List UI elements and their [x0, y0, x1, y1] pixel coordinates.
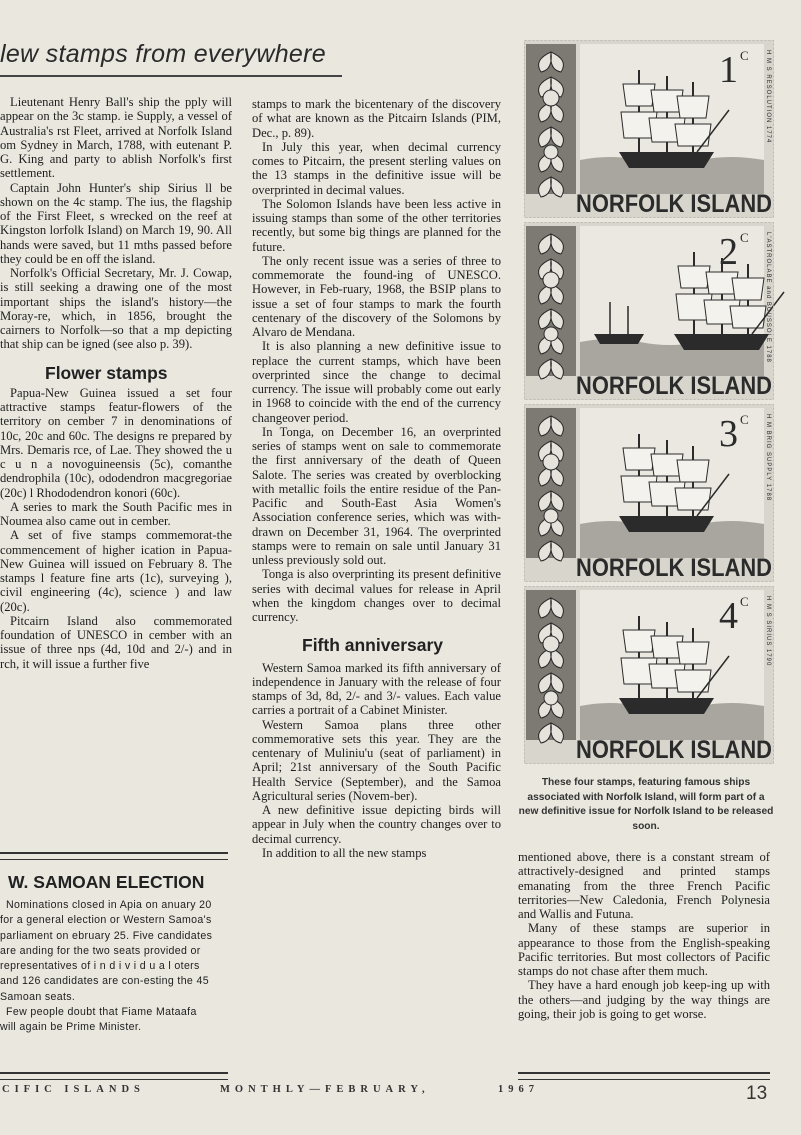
paragraph: A series to mark the South Pacific mes in Noumea also came out in cember.	[0, 499, 232, 528]
column-2	[252, 97, 501, 860]
page-number: 13	[746, 1083, 768, 1104]
paragraph: In Tonga, on December 16, an overprinted series of stamps went on sale to commemorate the first anniversary of the death of Queen Salote. The series was created by overblocking with metallic foils the entire residue of the Pan-Pacific and South-East Asia Women's Association conference series, which was with-drawn on December 31, 1964. The overprinted stamps were to remain on sale until January 31 unless previously sold out.	[252, 424, 501, 567]
paragraph: A set of five stamps commemorat-the commencement of higher ication in Papua-New Guinea will issued on February 8. The stamps l feature fine arts (1c), surveying ), civil engineering (4c), science ) and law (20c).	[0, 528, 232, 614]
paragraph: stamps to mark the bicentenary of the discovery of what are known as the Pitcairn Islands (PIM, Dec., p. 89).	[252, 97, 501, 140]
footer-rule-left	[0, 1072, 228, 1080]
stamp-artwork	[524, 40, 774, 218]
paragraph: Papua-New Guinea issued a set four attractive stamps featur-flowers of the territory on cember 7 in denominations of 10c, 20c and 60c. The designs re prepared by Mrs. Demaris rce, of Lae. They showed the u c u n a novoguineensis (5c), comanthe dendrophila (10c), ododendron macgregoriae (20c) l Rhododendron konori (60c).	[0, 385, 232, 500]
paragraph: Lieutenant Henry Ball's ship the pply will appear on the 3c stamp. ie Supply, a vessel of Australia's rst Fleet, arrived at Norfolk Island om Sydney in March, 1788, with eutenant P. G. King and party to ablish Norfolk's first settlement.	[0, 95, 232, 181]
stamps-caption: These four stamps, featuring famous ships associated with Norfolk Island, will form part of a new definitive issue for Norfolk Island to be released soon.	[518, 777, 774, 832]
flower-stamps-heading: Flower stamps	[45, 362, 168, 383]
paragraph: Captain John Hunter's ship Sirius ll be shown on the 4c stamp. The ius, the flagship of the First Fleet, s wrecked on the reef at Kingston lorfolk Island) on March 19, 90. All hands were saved, but 11 mths passed before they could be en off the island.	[0, 180, 232, 266]
paragraph: In addition to all the new stamps	[262, 845, 427, 860]
paragraph: Few people doubt that Fiame Mataafa will again be Prime Minister.	[0, 1006, 197, 1034]
stamp-value: 2	[719, 231, 738, 273]
ship-name-label: H M S SIRIUS 1790	[765, 596, 771, 667]
paragraph: Western Samoa plans three other commemorative sets this year. They are the centenary of Muliniu'u (seat of parliament) in April; 21st anniversary of the South Pacific Health Service (September), and the Samoa Agricultural series (Novem-ber).	[252, 717, 501, 803]
paragraph: Pitcairn Island also commemorated foundation of UNESCO in cember with an issue of three nps (4d, 10d and 2/-) and in rch, it will issue a further five	[0, 613, 232, 671]
box-top-rule	[0, 852, 228, 860]
article-title: lew stamps from everywhere	[0, 40, 326, 68]
stamp-value-unit: C	[740, 412, 749, 427]
title-rule	[0, 75, 342, 77]
ship-name-label: H M S RESOLUTION 1774	[765, 50, 771, 144]
paragraph: Many of these stamps are superior in appearance to those from the English-speaking Pacific territories. But most collectors of Pacific stamps do not chase after them much.	[518, 921, 770, 978]
stamp-country-name: NORFOLK ISLAND	[576, 372, 772, 400]
fifth-anniversary-heading: Fifth anniversary	[302, 635, 444, 656]
stamp-3c	[524, 404, 774, 582]
ornament-border	[526, 226, 576, 379]
samoa-election-heading: W. SAMOAN ELECTION	[8, 872, 205, 892]
column-3	[518, 850, 770, 1021]
stamp-artwork	[524, 404, 774, 582]
paragraph: Nominations closed in Apia on anuary 20 for a general election or Western Samoa's parliament on ebruary 25. Five candidates are anding for the two seats provided or representatives of i n d i v i d u a l oters and 126 candidates are con-esting the 45 Samoan seats.	[0, 899, 213, 1003]
ship-name-label: L'ASTROLABE and BOUSSOLE 1788	[765, 232, 771, 363]
stamp-value: 4	[719, 595, 738, 637]
footer-rule-right	[518, 1072, 770, 1080]
paragraph: Tonga is also overprinting its present definitive series with decimal values for release in April when the kingdom changes over to decimal currency.	[252, 567, 501, 624]
stamp-2c	[524, 222, 774, 400]
paragraph: mentioned above, there is a constant stream of attractively-designed and printed stamps emanating from the three French Pacific territories—New Caledonia, French Polynesia and Wallis and Futuna.	[518, 850, 770, 921]
footer-publication: CIFIC ISLANDS	[2, 1084, 145, 1095]
stamp-value-unit: C	[740, 48, 749, 63]
paragraph: The only recent issue was a series of three to commemorate the found-ing of UNESCO. However, in Feb-ruary, 1968, the BSIP plans to issue a set of four stamps to mark the fourth centenary of the discovery of the Solomons by Alvaro de Mendana.	[252, 253, 501, 339]
column-1	[0, 95, 232, 671]
stamp-country-name: NORFOLK ISLAND	[576, 554, 772, 582]
stamp-country-name: NORFOLK ISLAND	[576, 736, 772, 764]
paragraph: A new definitive issue depicting birds will appear in July when the country changes over to decimal currency.	[252, 803, 501, 846]
stamp-country-name: NORFOLK ISLAND	[576, 190, 772, 218]
footer-issue: MONTHLY—FEBRUARY,	[220, 1084, 430, 1095]
stamp-value-unit: C	[740, 230, 749, 245]
stamp-value: 1	[719, 49, 738, 91]
paragraph: It is also planning a new definitive issue to replace the current stamps, which have been overprinted since the change to decimal currency. The issue will probably come out early in 1968 to coincide with the end of the currency changeover period.	[252, 339, 501, 425]
paragraph: The Solomon Islands have been less active in issuing stamps than some of the other territories recently, but some big things are planned for the future.	[252, 196, 501, 254]
stamp-value-unit: C	[740, 594, 749, 609]
ornament-border	[526, 590, 576, 743]
samoa-election-box	[0, 898, 214, 1036]
ornament-border	[526, 408, 576, 561]
paragraph: They have a hard enough job keep-ing up with the others—and judging by the way things are going, their job is going to get worse.	[518, 978, 770, 1021]
stamp-4c	[524, 586, 774, 764]
stamp-artwork	[524, 586, 774, 764]
stamp-artwork	[524, 222, 774, 400]
ornament-border	[526, 44, 576, 197]
stamp-1c	[524, 40, 774, 218]
stamp-value: 3	[719, 413, 738, 455]
paragraph: Norfolk's Official Secretary, Mr. J. Cowap, is still seeking a drawing one of the most important ships the island's history—the Moray-re, which, in 1856, brought the cairners to Norfolk—so that a mp depicting that ship can be igned (see also p. 39).	[0, 266, 232, 352]
paragraph: In July this year, when decimal currency comes to Pitcairn, the present sterling values on the 13 stamps in the definitive issue will be overprinted in decimal values.	[252, 139, 501, 197]
ship-name-label: H M BRIG SUPPLY 1788	[765, 414, 771, 502]
paragraph: Western Samoa marked its fifth anniversary of independence in January with the release of four stamps of 3d, 8d, 2/- and 3/- values. Each value carries a portrait of a Cabinet Minister.	[252, 660, 501, 718]
footer-year: 1967	[498, 1084, 539, 1095]
